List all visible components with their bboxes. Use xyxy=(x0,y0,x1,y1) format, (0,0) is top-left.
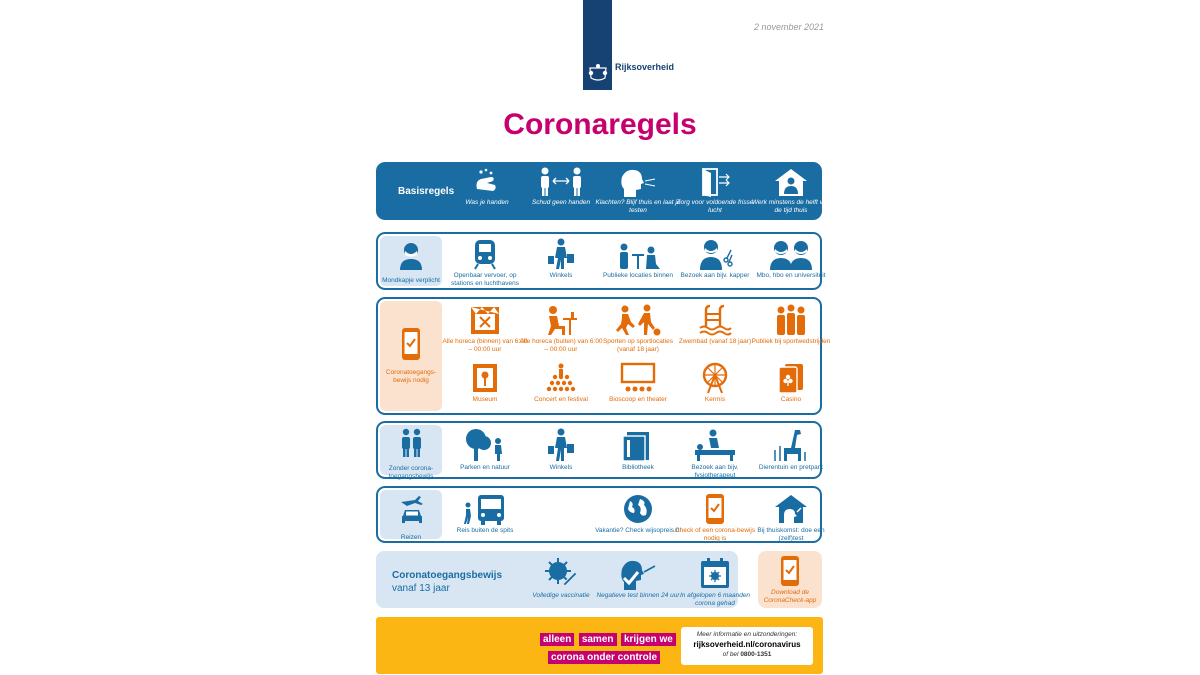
negative-test-icon xyxy=(618,556,658,590)
ferris-wheel-icon xyxy=(698,362,732,394)
info-phone-line xyxy=(681,651,813,658)
mondkapje-item xyxy=(748,238,834,280)
ctb-item xyxy=(442,304,528,353)
no-handshake-icon xyxy=(537,167,585,197)
mondkapje-item xyxy=(442,238,528,287)
basis-item xyxy=(518,167,604,207)
home-test-icon xyxy=(773,493,809,525)
ctb-caption: Publiek bij sportwedstrijden xyxy=(751,338,831,345)
ctb-item xyxy=(595,362,681,404)
sports-icon xyxy=(615,304,661,336)
ctb-caption: Zwembad (vanaf 18 jaar) xyxy=(678,338,752,345)
vaccine-icon xyxy=(543,556,579,590)
basis-caption: Zorg voor voldoende frisse lucht xyxy=(676,199,754,214)
zonder-ctb-item xyxy=(595,428,681,472)
home-working-icon xyxy=(773,167,809,197)
ctb-requirement xyxy=(595,556,681,600)
zonder-ctb-caption: Dierentuin en pretpark xyxy=(758,464,824,471)
reizen-caption: Vakantie? Check wijsopreis.nl xyxy=(595,527,681,534)
info-url-link[interactable]: rijksoverheid.nl/coronavirus xyxy=(693,640,801,649)
zonder-ctb-item xyxy=(518,428,604,472)
shopping-person-icon xyxy=(546,238,576,270)
ctb-item xyxy=(518,304,604,353)
page-title: Coronaregels xyxy=(503,108,697,141)
reizen-item xyxy=(748,493,834,542)
ctb-item xyxy=(518,362,604,404)
slogan xyxy=(540,629,676,665)
mondkapje-side-caption: Mondkapje verplicht xyxy=(382,277,440,284)
reizen-side xyxy=(380,490,442,539)
ctb-requirement-caption: Negatieve test binnen 24 uur xyxy=(596,592,680,599)
basis-item xyxy=(595,167,681,214)
coronacheck-app-caption: Download de CoronaCheck-app xyxy=(763,589,817,604)
phone-check-icon xyxy=(400,327,422,361)
basisregels-label: Basisregels xyxy=(398,186,455,197)
basis-caption: Klachten? Blijf thuis en laat je testen xyxy=(595,199,681,214)
phone-check-icon xyxy=(779,555,801,587)
reizen-item xyxy=(672,493,758,542)
coughing-person-icon xyxy=(618,167,658,197)
plane-car-icon xyxy=(395,494,427,526)
bus-icon xyxy=(461,493,509,525)
info-box xyxy=(681,627,813,665)
ctb-caption: Alle horeca (buiten) van 6:00 – 00:00 uur xyxy=(519,338,603,353)
open-window-icon xyxy=(697,167,733,197)
mondkapje-item xyxy=(518,238,604,280)
slogan-word: krijgen we xyxy=(621,633,676,646)
mondkapje-item xyxy=(672,238,758,280)
mondkapje-side xyxy=(380,236,442,286)
zonder-ctb-side-caption: Zonder corona-toegangsbewijs xyxy=(388,465,434,480)
reizen-item xyxy=(442,493,528,535)
basis-caption: Was je handen xyxy=(465,199,509,206)
physiotherapy-icon xyxy=(693,428,737,462)
mondkapje-caption: Bezoek aan bijv. kapper xyxy=(680,272,750,279)
mondkapje-caption: Mbo, hbo en universiteit xyxy=(756,272,826,279)
ctb-requirement xyxy=(672,556,758,607)
shopping-person-icon xyxy=(546,428,576,462)
couple-icon xyxy=(396,428,426,458)
public-location-icon xyxy=(614,238,662,270)
basis-item xyxy=(672,167,758,214)
ctb-requirement xyxy=(518,556,604,600)
students-icon xyxy=(767,238,815,270)
reizen-item xyxy=(595,493,681,535)
mondkapje-caption: Openbaar vervoer, op stations en luchthavens xyxy=(451,272,519,287)
ctb-item xyxy=(595,304,681,353)
face-mask-icon xyxy=(396,240,426,270)
zonder-ctb-caption: Bezoek aan bijv. fysiotherapeut xyxy=(691,464,739,479)
date: 2 november 2021 xyxy=(753,22,824,32)
mondkapje-caption: Publieke locaties binnen xyxy=(602,272,674,279)
ctb-item xyxy=(748,362,834,404)
hand-washing-icon xyxy=(471,167,503,197)
ctb-caption: Kermis xyxy=(704,396,726,403)
coat-of-arms-icon xyxy=(587,62,609,82)
coronacheck-app-box[interactable] xyxy=(758,551,822,608)
playing-cards-icon xyxy=(775,362,807,394)
phone-check-icon xyxy=(704,493,726,525)
slogan-word: corona onder controle xyxy=(548,651,660,664)
zonder-ctb-caption: Parken en natuur xyxy=(460,464,510,471)
zonder-ctb-caption: Bibliotheek xyxy=(622,464,654,471)
swimming-pool-icon xyxy=(698,304,732,336)
ctb-item xyxy=(442,362,528,404)
cinema-icon xyxy=(620,362,656,394)
ctb-requirement-caption: Volledige vaccinatie xyxy=(532,592,590,599)
reizen-caption: Bij thuiskomst: doe een (zelf)test xyxy=(757,527,825,542)
giraffe-icon xyxy=(773,428,809,462)
ctb-caption: Concert en festival xyxy=(534,396,588,403)
basis-item xyxy=(748,167,834,214)
reizen-caption: Reis buiten de spits xyxy=(456,527,514,534)
ctb-item xyxy=(748,304,834,346)
zonder-ctb-caption: Winkels xyxy=(549,464,573,471)
books-icon xyxy=(621,428,655,462)
ctb-item xyxy=(672,304,758,346)
info-line: Meer informatie en uitzonderingen: xyxy=(696,631,798,638)
concert-icon xyxy=(544,362,578,394)
restaurant-outdoor-icon xyxy=(543,304,579,336)
audience-icon xyxy=(773,304,809,336)
ctb-caption: Alle horeca (binnen) van 6:00 – 00:00 uur xyxy=(442,338,528,353)
restaurant-indoor-icon xyxy=(468,304,502,336)
ctb-item xyxy=(672,362,758,404)
slogan-word: samen xyxy=(579,633,617,646)
basis-caption: Werk minstens de helft van de tijd thuis xyxy=(751,199,831,214)
ctb-title: Coronatoegangsbewijs xyxy=(392,570,503,581)
museum-painting-icon xyxy=(470,362,500,394)
zonder-ctb-item xyxy=(748,428,834,472)
zonder-ctb-item xyxy=(442,428,528,472)
mondkapje-caption: Winkels xyxy=(549,272,573,279)
reizen-caption: Check of een corona-bewijs nodig is xyxy=(674,527,756,542)
ctb-caption: Museum xyxy=(472,396,498,403)
basis-caption: Schud geen handen xyxy=(531,199,591,206)
ctb-required-side-caption: Coronatoegangs-bewijs nodig xyxy=(385,369,437,384)
ctb-caption: Sporten op sportlocaties (vanaf 18 jaar) xyxy=(602,338,674,353)
globe-icon xyxy=(622,493,654,525)
park-icon xyxy=(462,428,508,462)
slogan-word: alleen xyxy=(540,633,574,646)
ctb-subtitle: vanaf 13 jaar xyxy=(392,583,450,594)
ctb-caption: Casino xyxy=(780,396,802,403)
logo-text: Rijksoverheid xyxy=(615,62,675,72)
ctb-requirement-caption: In afgelopen 6 maanden corona gehad xyxy=(679,592,751,607)
zonder-ctb-side xyxy=(380,425,442,480)
mondkapje-item xyxy=(595,238,681,280)
zonder-ctb-item xyxy=(672,428,758,479)
ctb-required-side xyxy=(380,301,442,411)
hairdresser-icon xyxy=(697,238,733,270)
reizen-side-caption: Reizen xyxy=(400,534,422,541)
train-icon xyxy=(471,238,499,270)
info-phone-prefix: of bel xyxy=(722,651,739,658)
info-phone[interactable]: 0800-1351 xyxy=(740,651,772,658)
calendar-virus-icon xyxy=(698,556,732,590)
ctb-caption: Bioscoop en theater xyxy=(609,396,667,403)
logo-bar xyxy=(583,0,612,90)
